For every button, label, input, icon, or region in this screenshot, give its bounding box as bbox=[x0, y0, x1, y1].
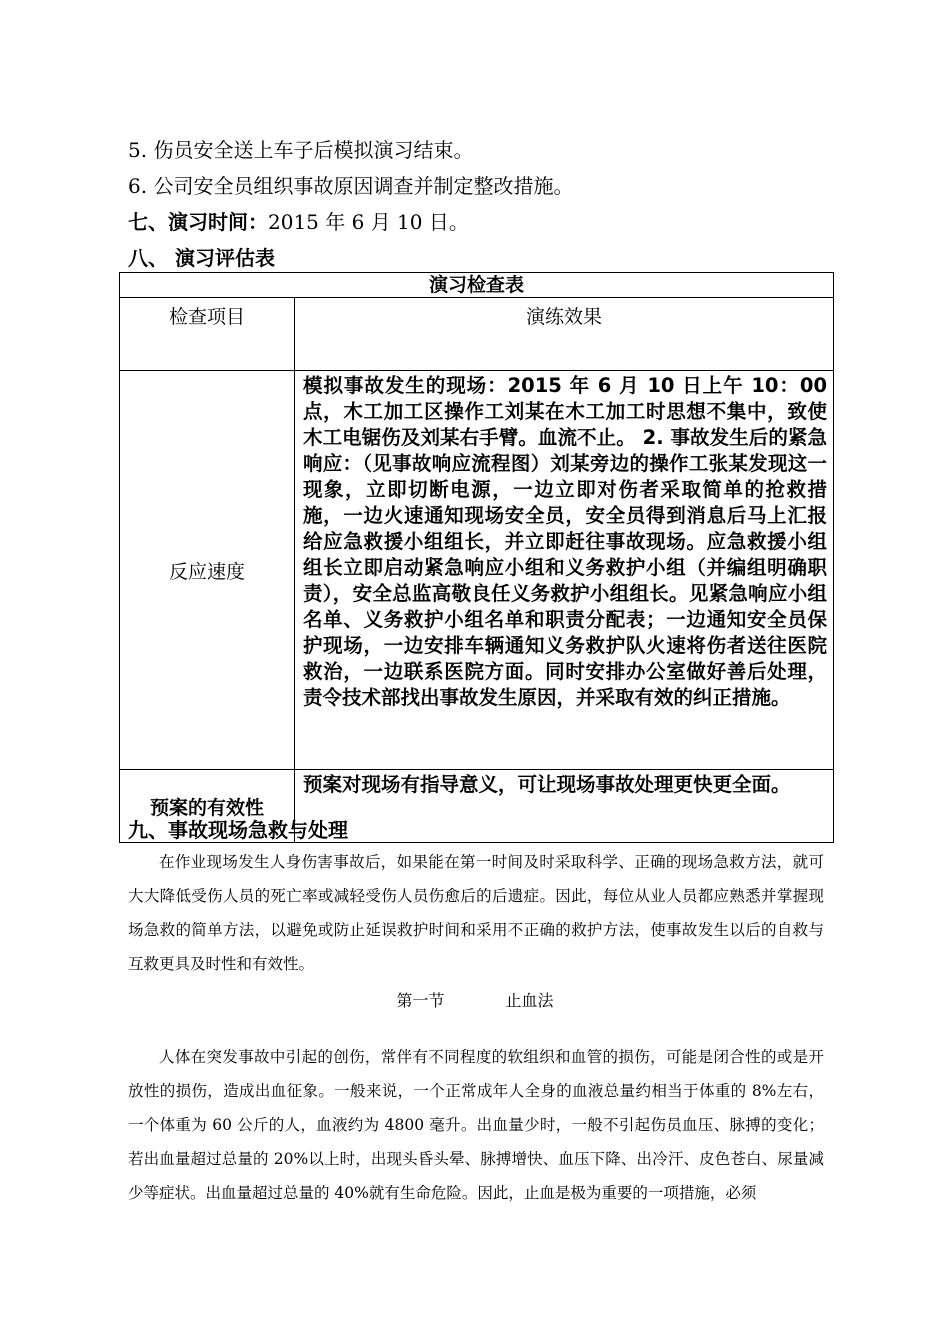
row-item-reaction-speed: 反应速度 bbox=[120, 371, 295, 770]
row-effect-reaction-speed: 模拟事故发生的现场：2015 年 6 月 10 日上午 10：00 点，木工加工区操作工刘某在木工加工时思想不集中，致使木工电锯伤及刘某右手臂。血流不止。 2. 事故发生后的紧急响应：（见事故响应流程图）刘某旁边的操作工张某发现这一现象，立即切断电源，一边立即对伤者采取简单的抢救措施，一边火速通知现场安全员，安全员得到消息后马上汇报给应急救援小组组长，并立即赶往事故现场。应急救援小组组长立即启动紧急响应小组和义务救护小组（并编组明确职责），安全总监高敬良任义务救护小组组长。见紧急响应小组名单、义务救护小组名单和职责分配表；一边通知安全员保护现场，一边安排车辆通知义务救护队火速将伤者送往医院救治，一边联系医院方面。同时安排办公室做好善后处理，责令技术部找出事故发生原因，并采取有效的纠正措施。 bbox=[295, 371, 834, 770]
step-6: 6. 公司安全员组织事故原因调查并制定整改措施。 bbox=[128, 174, 574, 198]
section-7-title: 七、演习时间： bbox=[128, 210, 268, 234]
bleeding-paragraph: 人体在突发事故中引起的创伤，常伴有不同程度的软组织和血管的损伤，可能是闭合性的或是开放性的损伤，造成出血征象。一般来说，一个正常成年人全身的血液总量约相当于体重的 8%左右，一个体重为 60 公斤的人，血液约为 4800 毫升。出血量少时，一般不引起伤员血压、脉搏的变化；若出血量超过总量的 20%以上时，出现头昏头晕、脉搏增快、血压下降、出冷汗、皮色苍白、尿量减少等症状。出血量超过总量的 40%就有生命危险。因此，止血是极为重要的一项措施，必须 bbox=[128, 1048, 824, 1202]
row-effect-plan-effectiveness: 预案对现场有指导意义，可让现场事故处理更快更全面。 bbox=[295, 770, 834, 843]
table-row bbox=[120, 371, 834, 770]
column-header-item: 检查项目 bbox=[120, 298, 295, 371]
subsection-title: 止血法 bbox=[505, 991, 554, 1010]
section-9-heading bbox=[128, 816, 348, 844]
subsection-number: 第一节 bbox=[396, 991, 445, 1010]
step-5: 5. 伤员安全送上车子后模拟演习结束。 bbox=[128, 138, 474, 162]
subsection-heading bbox=[0, 988, 950, 1011]
evaluation-table bbox=[119, 272, 834, 843]
table-caption-row bbox=[120, 273, 834, 298]
section-7-value: 2015 年 6 月 10 日。 bbox=[268, 210, 469, 234]
section-8-heading bbox=[128, 244, 275, 272]
table-caption: 演习检查表 bbox=[120, 273, 834, 298]
section-9-paragraph: 在作业现场发生人身伤害事故后，如果能在第一时间及时采取科学、正确的现场急救方法，就可大大降低受伤人员的死亡率或减轻受伤人员伤愈后的后遗症。因此，每位从业人员都应熟悉并掌握现场急救的简单方法，以避免或防止延误救护时间和采用不正确的救护方法，使事故发生以后的自救与互救更具及时性和有效性。 bbox=[128, 853, 824, 973]
section-9-title: 九、事故现场急救与处理 bbox=[128, 818, 348, 842]
column-header-effect: 演练效果 bbox=[295, 298, 834, 371]
section-7-heading bbox=[128, 208, 469, 236]
table-header-row bbox=[120, 298, 834, 371]
section-8-title: 八、 演习评估表 bbox=[128, 246, 275, 270]
row-item-plan-effectiveness: 预案的有效性 bbox=[120, 770, 295, 843]
